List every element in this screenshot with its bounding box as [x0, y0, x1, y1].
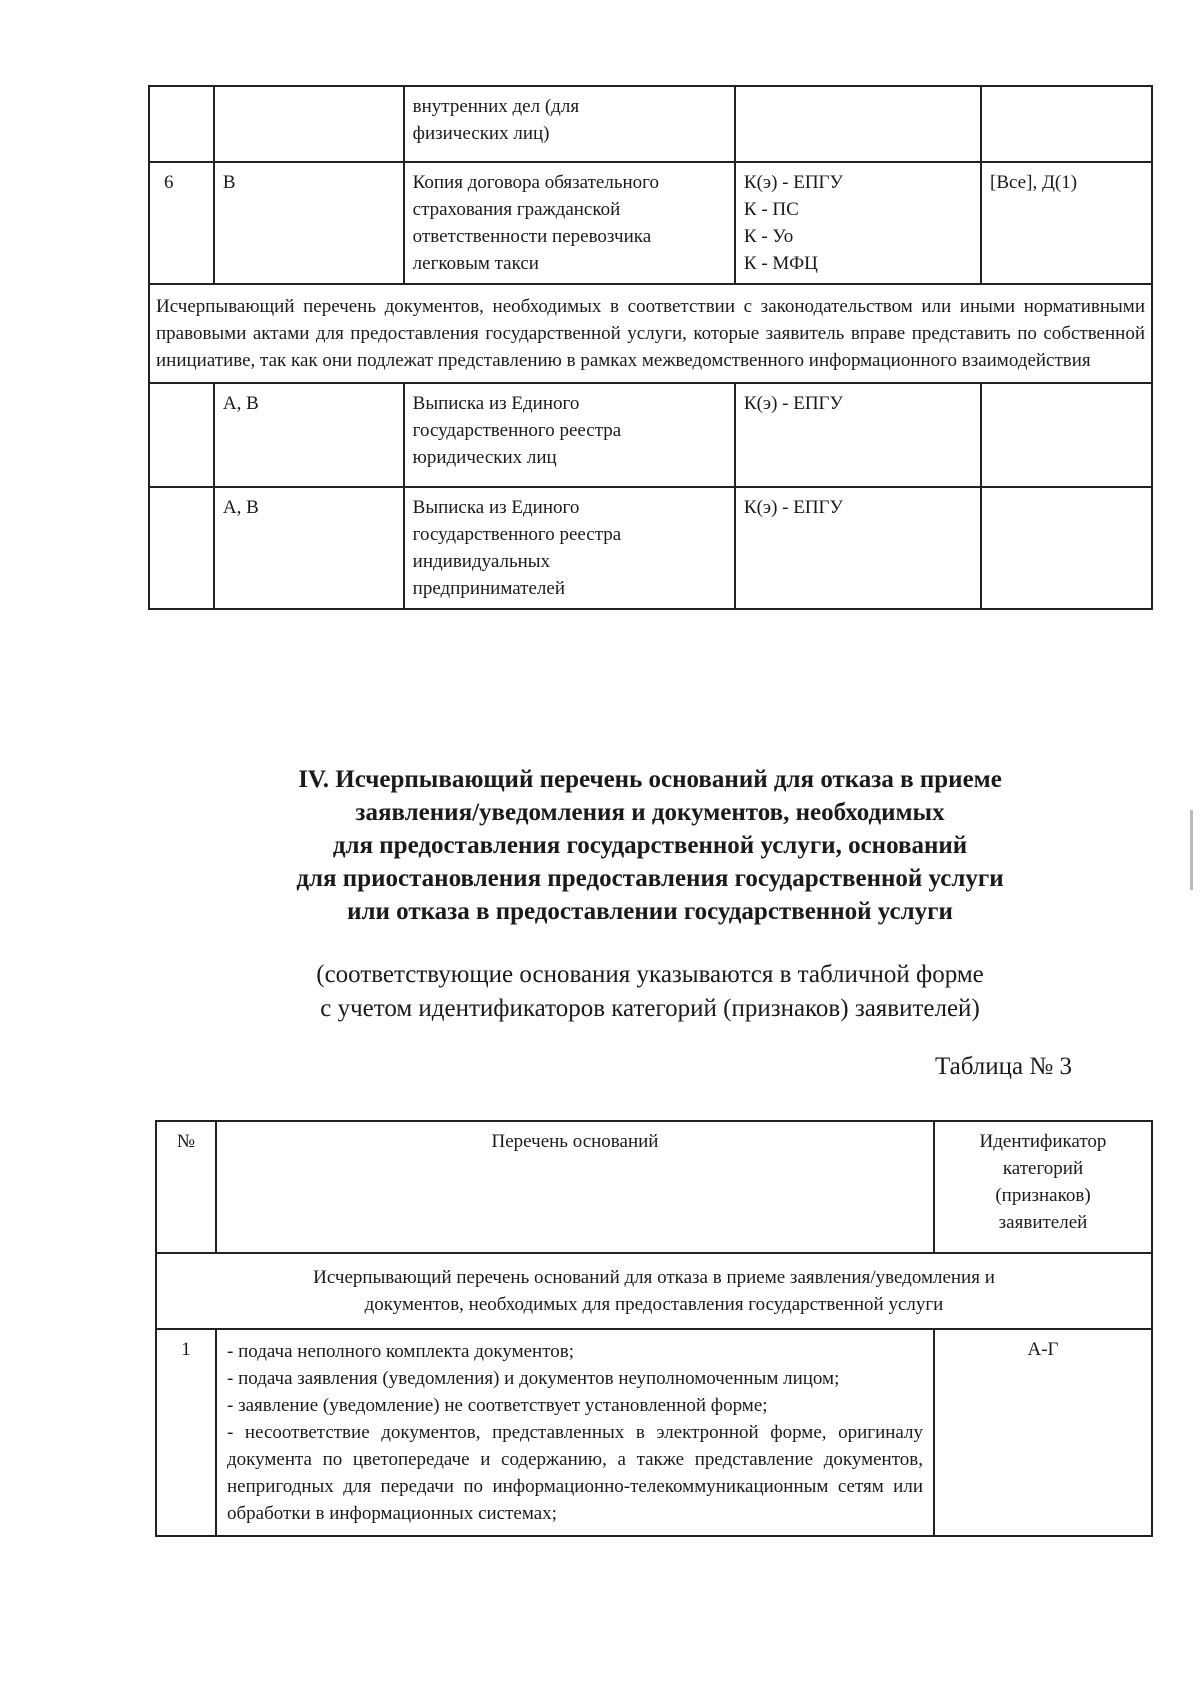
documents-table-continued: [148, 85, 1153, 610]
table-row: [149, 86, 1152, 162]
reason-item: - подача заявления (уведомления) и документов неуполномоченным лицом;: [227, 1368, 840, 1389]
document-cell: Выписка из Единого государственного реестра индивидуальных предпринимателей: [404, 487, 735, 609]
form-cell: К(э) - ЕПГУ: [735, 383, 981, 487]
identifier-cell: [981, 86, 1152, 162]
section-subheading: (соответствующие основания указываются в табличной форме с учетом идентификаторов категорий (признаков) заявителей): [316, 961, 984, 1022]
refusal-grounds-table: [155, 1120, 1153, 1537]
column-header-identifier: Идентификатор категорий (признаков) заявителей: [934, 1121, 1152, 1253]
row-number: [149, 383, 214, 487]
identifier-cell: [981, 487, 1152, 609]
table-section-title: Исчерпывающий перечень оснований для отказа в приеме заявления/уведомления и документов, необходимых для предоставления государственной услуги: [156, 1253, 1152, 1329]
column-header-reasons: Перечень оснований: [216, 1121, 934, 1253]
identifier-cell: А-Г: [934, 1329, 1152, 1536]
reason-item: - заявление (уведомление) не соответствует установленной форме;: [227, 1395, 768, 1416]
section-note: Исчерпывающий перечень документов, необходимых в соответствии с законодательством или иными нормативными правовыми актами для предоставления государственной услуги, которые заявитель вправе представить по собственной инициативе, так как они подлежат представлению в рамках межведомственного информационного взаимодействия: [149, 284, 1152, 383]
table-label: Таблица № 3: [934, 1053, 1072, 1080]
row-number: [149, 86, 214, 162]
scan-edge-mark: [1190, 810, 1193, 890]
document-cell: Копия договора обязательного страхования гражданской ответственности перевозчика легковым такси: [404, 162, 735, 284]
row-number: 1: [156, 1329, 216, 1536]
table-row: [149, 162, 1152, 284]
identifier-cell: [981, 383, 1152, 487]
category-cell: В: [214, 162, 404, 284]
document-cell: внутренних дел (для физических лиц): [404, 86, 735, 162]
document-cell: Выписка из Единого государственного реестра юридических лиц: [404, 383, 735, 487]
reasons-cell: [216, 1329, 934, 1536]
table-header-row: [156, 1121, 1152, 1253]
reason-item: - несоответствие документов, представленных в электронной форме, оригиналу документа по цветопередаче и содержанию, а также представление документов, непригодных для передачи по информационно-телекоммуникационным сетям или обработки в информационных системах;: [227, 1422, 923, 1524]
row-number: 6: [149, 162, 214, 284]
form-cell: К(э) - ЕПГУ К - ПС К - Уо К - МФЦ: [735, 162, 981, 284]
section-heading: IV. Исчерпывающий перечень оснований для отказа в приеме заявления/уведомления и документов, необходимых для предоставления государственной услуги, оснований для приостановления предоставления государственной услуги или отказа в предоставлении государственной услуги: [296, 766, 1004, 925]
form-cell: [735, 86, 981, 162]
column-header-number: №: [156, 1121, 216, 1253]
table-row: [149, 487, 1152, 609]
table-row: [156, 1329, 1152, 1536]
row-number: [149, 487, 214, 609]
category-cell: А, В: [214, 487, 404, 609]
category-cell: [214, 86, 404, 162]
table-row: [156, 1253, 1152, 1329]
table-row: [149, 284, 1152, 383]
table-row: [149, 383, 1152, 487]
category-cell: А, В: [214, 383, 404, 487]
reason-item: - подача неполного комплекта документов;: [227, 1341, 575, 1362]
form-cell: К(э) - ЕПГУ: [735, 487, 981, 609]
identifier-cell: [Все], Д(1): [981, 162, 1152, 284]
